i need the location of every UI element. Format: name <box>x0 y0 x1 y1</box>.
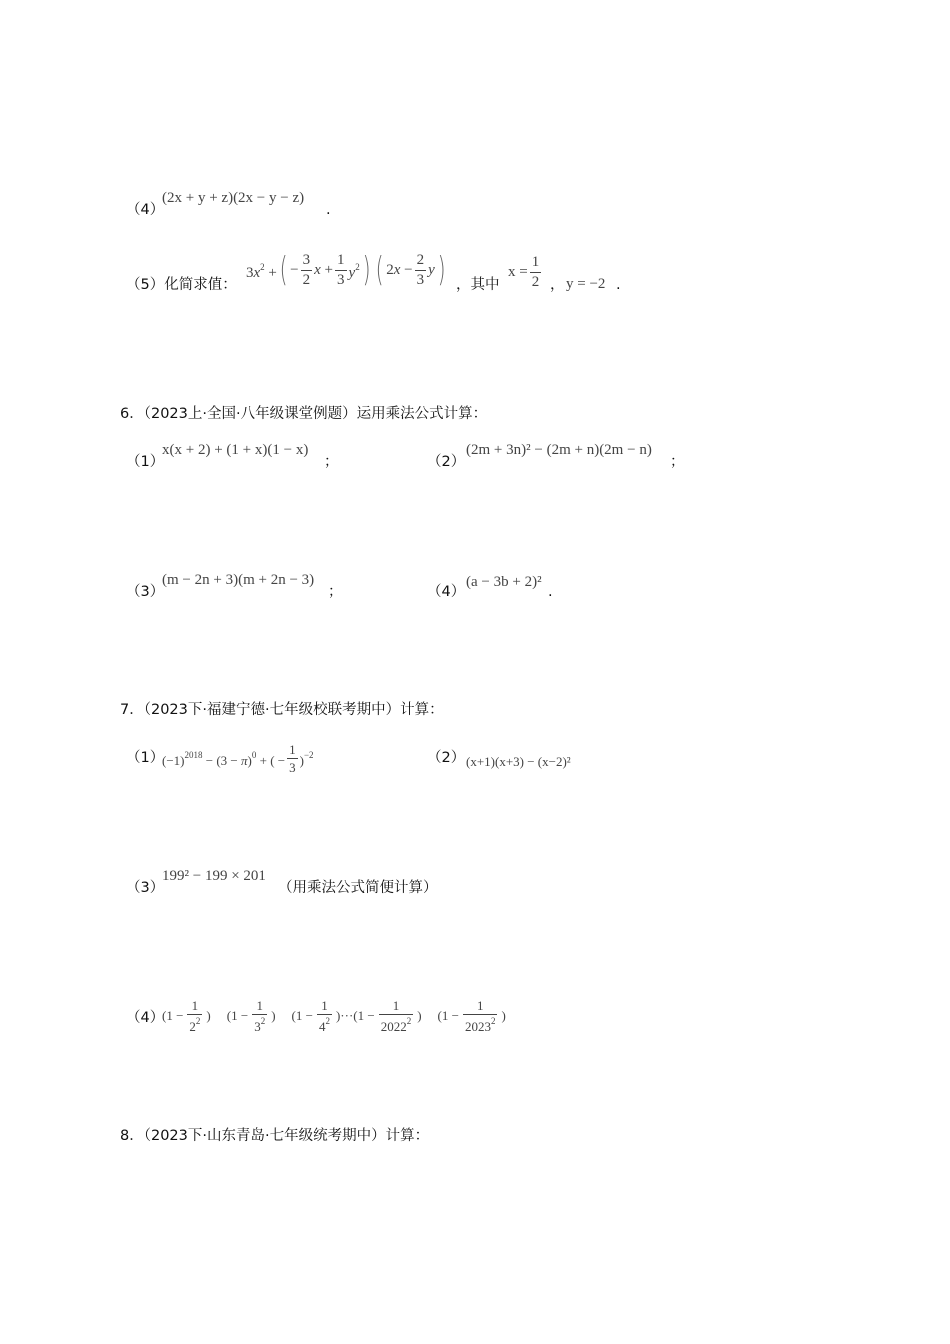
q7-title: 7．（2023下·福建宁德·七年级校联考期中）计算： <box>120 702 444 718</box>
q5-item5-mid: ，其中 <box>456 277 500 293</box>
q7-item4-label: （4） <box>126 1010 165 1026</box>
q6-item2-expression: (2m + 3n)² − (2m + n)(2m − n) <box>466 442 652 458</box>
q7-item1-expression: $(-1)^{2018} - (3 - \pi)^0$ + ( − $\frac{1}{3}$ )$^{-2}$ <box>162 741 314 775</box>
q7-item3-label: （3） <box>126 880 165 896</box>
q5-item5-expression: $3x^2$ + ( − $\frac{3}{2}$ x + $\frac{1}{3}$ $y^2$ ) ( 2x − $\frac{2}{3}$ y ) <box>246 250 446 290</box>
q6-item3-end: ； <box>328 584 343 600</box>
q7-item3-expression: 199² − 199 × 201 <box>162 868 266 884</box>
q6-item3-label: （3） <box>126 584 165 600</box>
q6-item3-expression: (m − 2n + 3)(m + 2n − 3) <box>162 572 315 588</box>
q6-item1-label: （1） <box>126 454 165 470</box>
q6-item4-expression: (a − 3b + 2)² <box>466 574 542 590</box>
x-value-prefix: x = <box>508 264 528 280</box>
q5-item4-label: （4） <box>126 202 165 218</box>
q7-item4-expression: (1 − $\frac{1}{2^2}$ ) (1 − $\frac{1}{3^2}$ ) (1 − $\frac{1}{4^2}$ )···(1 − $\frac{1}{2022^2}$ ) (1 − $\frac{1}{2023^2}$ ) <box>162 998 506 1034</box>
q5-item5-y-value: y = −2 <box>566 276 606 292</box>
q5-item5-x-value <box>508 252 543 292</box>
q6-item2-end: ； <box>670 454 685 470</box>
q7-item3-note: （用乘法公式简便计算） <box>278 880 438 896</box>
q6-item4-label: （4） <box>427 584 466 600</box>
q7-item2-label: （2） <box>427 750 466 766</box>
q5-item5-label: （5）化简求值： <box>126 277 237 293</box>
x-num: 1 <box>530 255 542 273</box>
q5-item4-expression: (2x + y + z)(2x − y − z) <box>162 190 305 206</box>
q6-item2-label: （2） <box>427 454 466 470</box>
q5-item5-sep: ， <box>550 277 565 293</box>
q5-item4-end: . <box>326 202 331 218</box>
x-den: 2 <box>531 273 540 290</box>
q6-item1-expression: x(x + 2) + (1 + x)(1 − x) <box>162 442 309 458</box>
q5-item5-end: . <box>616 277 621 293</box>
q7-item2-expression: (x+1)(x+3) − (x−2)² <box>466 754 571 769</box>
q6-item4-end: . <box>548 584 553 600</box>
q7-item1-label: （1） <box>126 750 165 766</box>
q8-title: 8．（2023下·山东青岛·七年级统考期中）计算： <box>120 1128 430 1144</box>
q6-item1-end: ； <box>324 454 339 470</box>
q6-title: 6．（2023上·全国·八年级课堂例题）运用乘法公式计算： <box>120 406 488 422</box>
